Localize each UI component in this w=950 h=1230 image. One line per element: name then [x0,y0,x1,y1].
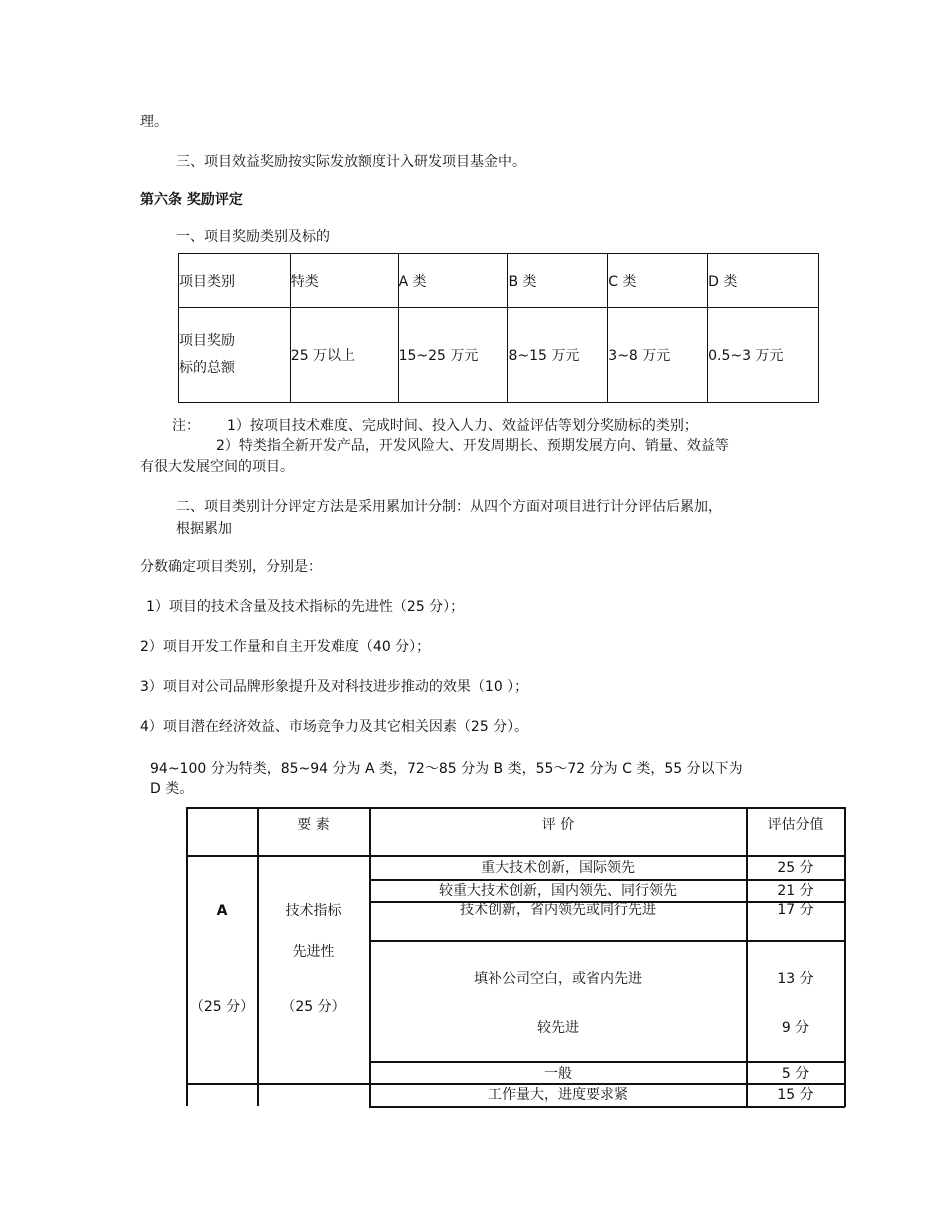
sub-two-line2: 根据累加 [176,521,232,537]
criterion-1: 1）项目的技术含量及技术指标的先进性（25 分）； [146,599,465,615]
reward-header-row [179,254,819,308]
eval-header-score: 评估分值 [767,817,824,833]
note-prefix: 注： [172,418,200,434]
eval-header-eval: 评 价 [541,817,575,833]
eval-row-score: 15 分 [777,1087,814,1103]
item-three: 三、项目效益奖励按实际发放额度计入研发项目基金中。 [176,154,526,170]
eval-row-score: 21 分 [777,883,814,899]
reward-value-cell: 8~15 万元 [508,308,608,403]
reward-row-label-line1: 项目奖励 [179,333,235,350]
group-a-code: A [216,903,228,919]
eval-row-text: 填补公司空白，或省内先进 [474,971,642,987]
top-fragment: 理。 [140,114,168,130]
reward-header-cell: A 类 [398,254,508,308]
eval-row-text: 重大技术创新，国际领先 [481,860,635,876]
reward-table [178,253,819,403]
reward-value-cell: 15~25 万元 [398,308,508,403]
sub-two-line1: 二、项目类别计分评定方法是采用累加计分制：从四个方面对项目进行计分评估后累加， [176,499,722,515]
criterion-2: 2）项目开发工作量和自主开发难度（40 分）； [140,639,431,655]
reward-value-cell: 25 万以上 [290,308,398,403]
note-two-line1: 2）特类指全新开发产品，开发风险大、开发周期长、预期发展方向、销量、效益等 [216,438,729,454]
group-a-factor-points: （25 分） [281,999,346,1015]
reward-header-cell: 特类 [290,254,398,308]
group-a-points: （25 分） [189,999,255,1015]
eval-table-line [369,1106,845,1108]
reward-header-cell: B 类 [508,254,608,308]
eval-table-line [369,807,371,1107]
reward-header-cell: D 类 [708,254,819,308]
grade-line2: D 类。 [150,781,194,797]
group-a-factor-line2: 先进性 [292,944,335,960]
grade-line1: 94~100 分为特类，85~94 分为 A 类，72～85 分为 B 类，55～72 分为 C 类，55 分以下为 [150,761,743,777]
reward-value-row [179,308,819,403]
score-basis: 分数确定项目类别，分别是： [140,559,322,575]
eval-table-line [369,1061,845,1063]
note-two-line2: 有很大发展空间的项目。 [140,459,294,475]
eval-row-text: 一般 [544,1066,572,1082]
criterion-3: 3）项目对公司品牌形象提升及对科技进步推动的效果（10 ）； [140,679,529,695]
eval-table-line [746,807,748,1107]
reward-row-label-line2: 标的总额 [179,360,235,376]
eval-row-text: 较先进 [537,1020,579,1036]
eval-row-text: 工作量大，进度要求紧 [488,1087,628,1103]
eval-table-line [186,807,188,1106]
reward-row-label [179,308,291,403]
eval-row-text: 较重大技术创新，国内领先、同行领先 [439,883,677,899]
reward-value-cell: 0.5~3 万元 [708,308,819,403]
eval-row-score: 25 分 [777,860,814,876]
eval-row-text: 技术创新，省内领先或同行先进 [460,902,656,918]
criterion-4: 4）项目潜在经济效益、市场竞争力及其它相关因素（25 分）。 [140,719,529,735]
article-six-heading: 第六条 奖励评定 [140,192,243,208]
eval-table-line [369,879,845,881]
reward-header-cell: 项目类别 [179,254,291,308]
note-one: 1）按项目技术难度、完成时间、投入人力、效益评估等划分奖励标的类别； [227,418,698,434]
eval-row-score: 5 分 [781,1066,810,1082]
sub-one-heading: 一、项目奖励类别及标的 [176,229,330,245]
eval-row-score: 17 分 [777,902,814,918]
eval-table-line [844,807,846,1107]
reward-header-cell: C 类 [608,254,708,308]
eval-row-score: 13 分 [777,971,814,987]
group-a-factor-line1: 技术指标 [285,903,342,919]
eval-table-line [369,940,845,942]
reward-value-cell: 3~8 万元 [608,308,708,403]
eval-row-score: 9 分 [781,1020,810,1036]
eval-header-factor: 要 素 [297,817,330,833]
